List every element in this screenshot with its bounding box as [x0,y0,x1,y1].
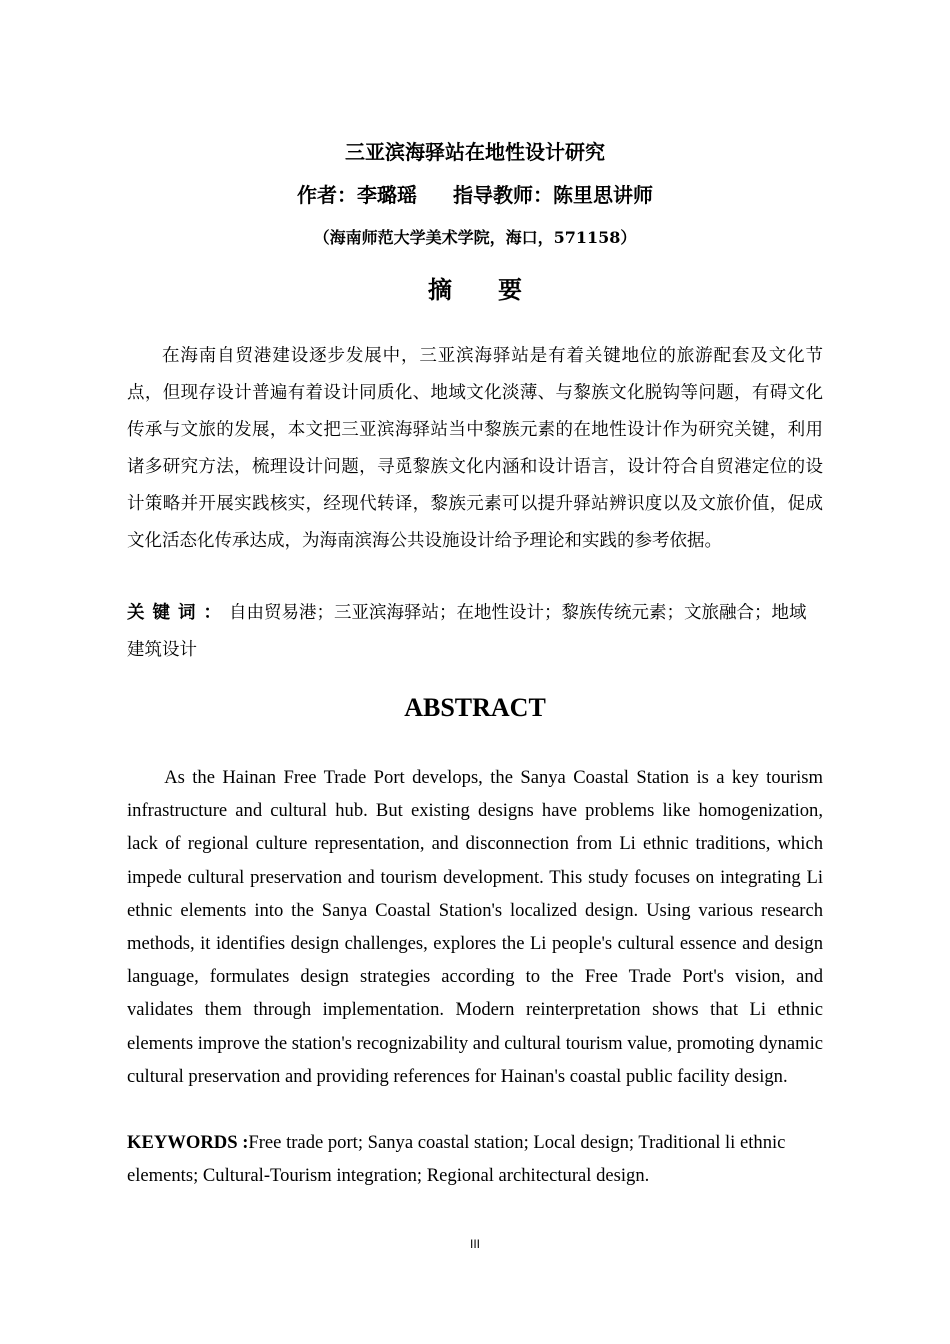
zh-abstract-body: 在海南自贸港建设逐步发展中，三亚滨海驿站是有着关键地位的旅游配套及文化节点，但现存设计普遍有着设计同质化、地域文化淡薄、与黎族文化脱钩等问题，有碍文化传承与文旅的发展，本文把三亚滨海驿站当中黎族元素的在地性设计作为研究关键，利用诸多研究方法，梳理设计问题，寻觅黎族文化内涵和设计语言，设计符合自贸港定位的设计策略并开展实践核实，经现代转译，黎族元素可以提升驿站辨识度以及文旅价值，促成文化活态化传承达成，为海南滨海公共设施设计给予理论和实践的参考依据。 [127,346,823,551]
author-line [0,179,950,208]
en-keywords-label: KEYWORDS : [127,1132,249,1153]
en-abstract-heading: ABSTRACT [404,693,546,722]
advisor-name: 指导教师：陈里思讲师 [453,183,653,207]
zh-abstract-heading: 摘要 [428,275,568,304]
en-abstract-body: As the Hainan Free Trade Port develops, the Sanya Coastal Station is a key tourism infrastructure and cultural hub. But existing designs have problems like homogenization, lack of regional culture representation, and disconnection from Li ethnic traditions, which impede cultural preservation and tourism development. This study focuses on integrating Li ethnic elements into the Sanya Coastal Station's localized design. Using various research methods, it identifies design challenges, explores the Li people's cultural essence and design language, formulates design strategies according to the Free Trade Port's vision, and validates them through implementation. Modern reinterpretation shows that Li ethnic elements improve the station's recognizability and cultural tourism value, promoting dynamic cultural preservation and providing references for Hainan's coastal public facility design. [127,767,823,1087]
author-name: 作者：李璐瑶 [297,183,417,207]
en-keywords [127,1126,823,1192]
zh-keywords-label: 关键词： [127,603,229,623]
zh-keywords [127,595,823,669]
page-number: III [469,1237,480,1251]
zh-keywords-text: 自由贸易港；三亚滨海驿站；在地性设计；黎族传统元素；文旅融合；地域建筑设计 [127,603,807,660]
paper-title: 三亚滨海驿站在地性设计研究 [345,140,605,164]
affiliation: （海南师范大学美术学院，海口，571158） [313,228,637,247]
en-keywords-text: Free trade port; Sanya coastal station; Local design; Traditional li ethnic elements; Cultural-Tourism integration; Regional architectural design. [127,1132,786,1187]
